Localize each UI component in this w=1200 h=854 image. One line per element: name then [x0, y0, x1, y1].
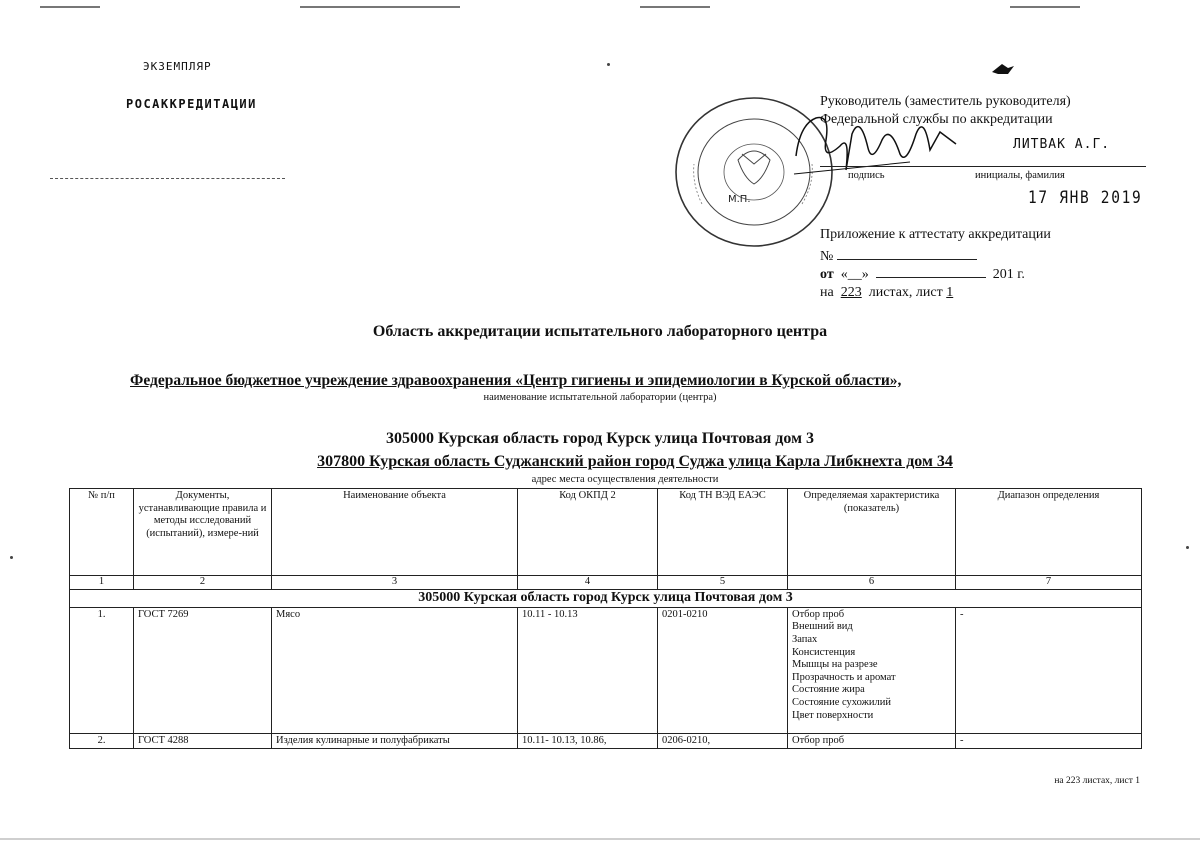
characteristic-item: Цвет поверхности — [792, 709, 874, 721]
appendix-number-row — [820, 247, 977, 265]
signature-line — [820, 166, 1146, 167]
column-number: 6 — [788, 576, 956, 590]
header-range: Диапазон определения — [956, 489, 1142, 576]
approval-title-line1: Руководитель (заместитель руководителя) — [820, 94, 1071, 109]
copy-stamp-label: ЭКЗЕМПЛЯР — [143, 60, 212, 73]
sheet-number: 1 — [946, 285, 954, 300]
page-footer: на 223 листах, лист 1 — [1054, 776, 1140, 786]
document-title: Область аккредитации испытательного лабораторного центра — [372, 323, 828, 340]
row-doc: ГОСТ 7269 — [134, 607, 272, 733]
header-tnved: Код ТН ВЭД ЕАЭС — [658, 489, 788, 576]
row-characteristic: Отбор проб — [788, 733, 956, 749]
organization-caption: наименование испытательной лаборатории (центра) — [483, 392, 717, 403]
section-row — [70, 590, 1142, 608]
characteristic-item: Запах — [792, 633, 818, 645]
header-characteristic: Определяемая характеристика (показатель) — [788, 489, 956, 576]
scan-speck — [607, 63, 610, 66]
pages-prefix: на — [820, 285, 834, 300]
organization-name: Федеральное бюджетное учреждение здравоохранения «Центр гигиены и эпидемиологии в Курской области», — [130, 372, 902, 389]
scan-speck — [1186, 546, 1189, 549]
row-object: Изделия кулинарные и полуфабрикаты — [272, 733, 518, 749]
row-num: 1. — [70, 607, 134, 733]
scan-speck — [10, 556, 13, 559]
header-okpd: Код ОКПД 2 — [518, 489, 658, 576]
row-tnved: 0206-0210, — [658, 733, 788, 749]
header-object: Наименование объекта — [272, 489, 518, 576]
divider — [50, 178, 285, 179]
arrow-mark-icon — [990, 60, 1016, 78]
table-row — [70, 607, 1142, 733]
initials-caption: инициалы, фамилия — [975, 170, 1065, 181]
column-number: 1 — [70, 576, 134, 590]
characteristic-item: Консистенция — [792, 646, 856, 658]
column-number: 2 — [134, 576, 272, 590]
number-label: № — [820, 249, 834, 264]
pages-count: 223 — [840, 285, 862, 300]
scan-artifact — [640, 6, 710, 8]
signer-name: ЛИТВАК А.Г. — [1013, 137, 1111, 152]
row-tnved: 0201-0210 — [658, 607, 788, 733]
characteristic-item: Прозрачность и аромат — [792, 671, 896, 683]
column-number-row — [70, 576, 1142, 590]
row-object: Мясо — [272, 607, 518, 733]
row-range: - — [956, 607, 1142, 733]
header-documents: Документы, устанавливающие правила и методы исследований (испытаний), измере-ний — [134, 489, 272, 576]
row-range: - — [956, 733, 1142, 749]
appendix-pages-row — [820, 285, 953, 301]
row-okpd: 10.11 - 10.13 — [518, 607, 658, 733]
column-number: 4 — [518, 576, 658, 590]
approval-title-line2: Федеральной службы по аккредитации — [820, 112, 1053, 127]
column-number: 3 — [272, 576, 518, 590]
table-header-row — [70, 489, 1142, 576]
pages-middle: листах, лист — [868, 285, 943, 300]
characteristic-item: Мышцы на разрезе — [792, 659, 878, 671]
seal-mp-label: М.П. — [728, 194, 751, 205]
accreditation-table — [69, 488, 1142, 749]
scan-artifact — [40, 6, 100, 8]
section-address: 305000 Курская область город Курск улица Почтовая дом 3 — [70, 590, 1142, 608]
row-doc: ГОСТ 4288 — [134, 733, 272, 749]
scan-edge — [0, 838, 1200, 840]
column-number: 5 — [658, 576, 788, 590]
table-row — [70, 733, 1142, 749]
row-num: 2. — [70, 733, 134, 749]
scan-artifact — [300, 6, 460, 8]
month-blank — [876, 265, 986, 278]
address-secondary: 307800 Курская область Суджанский район город Суджа улица Карла Либкнехта дом 34 — [317, 453, 953, 470]
agency-stamp-label: РОСАККРЕДИТАЦИИ — [126, 97, 257, 111]
scan-artifact — [1010, 6, 1080, 8]
signature-caption: подпись — [848, 170, 885, 181]
row-characteristics — [788, 607, 956, 733]
characteristic-item: Состояние жира — [792, 684, 865, 696]
characteristic-item: Внешний вид — [792, 621, 853, 633]
date-stamp: 17 ЯНВ 2019 — [1028, 188, 1143, 208]
date-quotes: «__» — [840, 267, 869, 282]
header-num: № п/п — [70, 489, 134, 576]
row-okpd: 10.11- 10.13, 10.86, — [518, 733, 658, 749]
number-blank — [837, 247, 977, 260]
characteristic-item: Состояние сухожилий — [792, 696, 891, 708]
from-label: от — [820, 267, 834, 282]
appendix-date-row — [820, 265, 1025, 283]
address-caption: адрес места осуществления деятельности — [531, 474, 719, 485]
column-number: 7 — [956, 576, 1142, 590]
address-primary: 305000 Курская область город Курск улица Почтовая дом 3 — [386, 430, 814, 447]
year-text: 201 г. — [992, 267, 1025, 282]
characteristic-item: Отбор проб — [792, 608, 845, 620]
appendix-title: Приложение к аттестату аккредитации — [820, 227, 1051, 242]
